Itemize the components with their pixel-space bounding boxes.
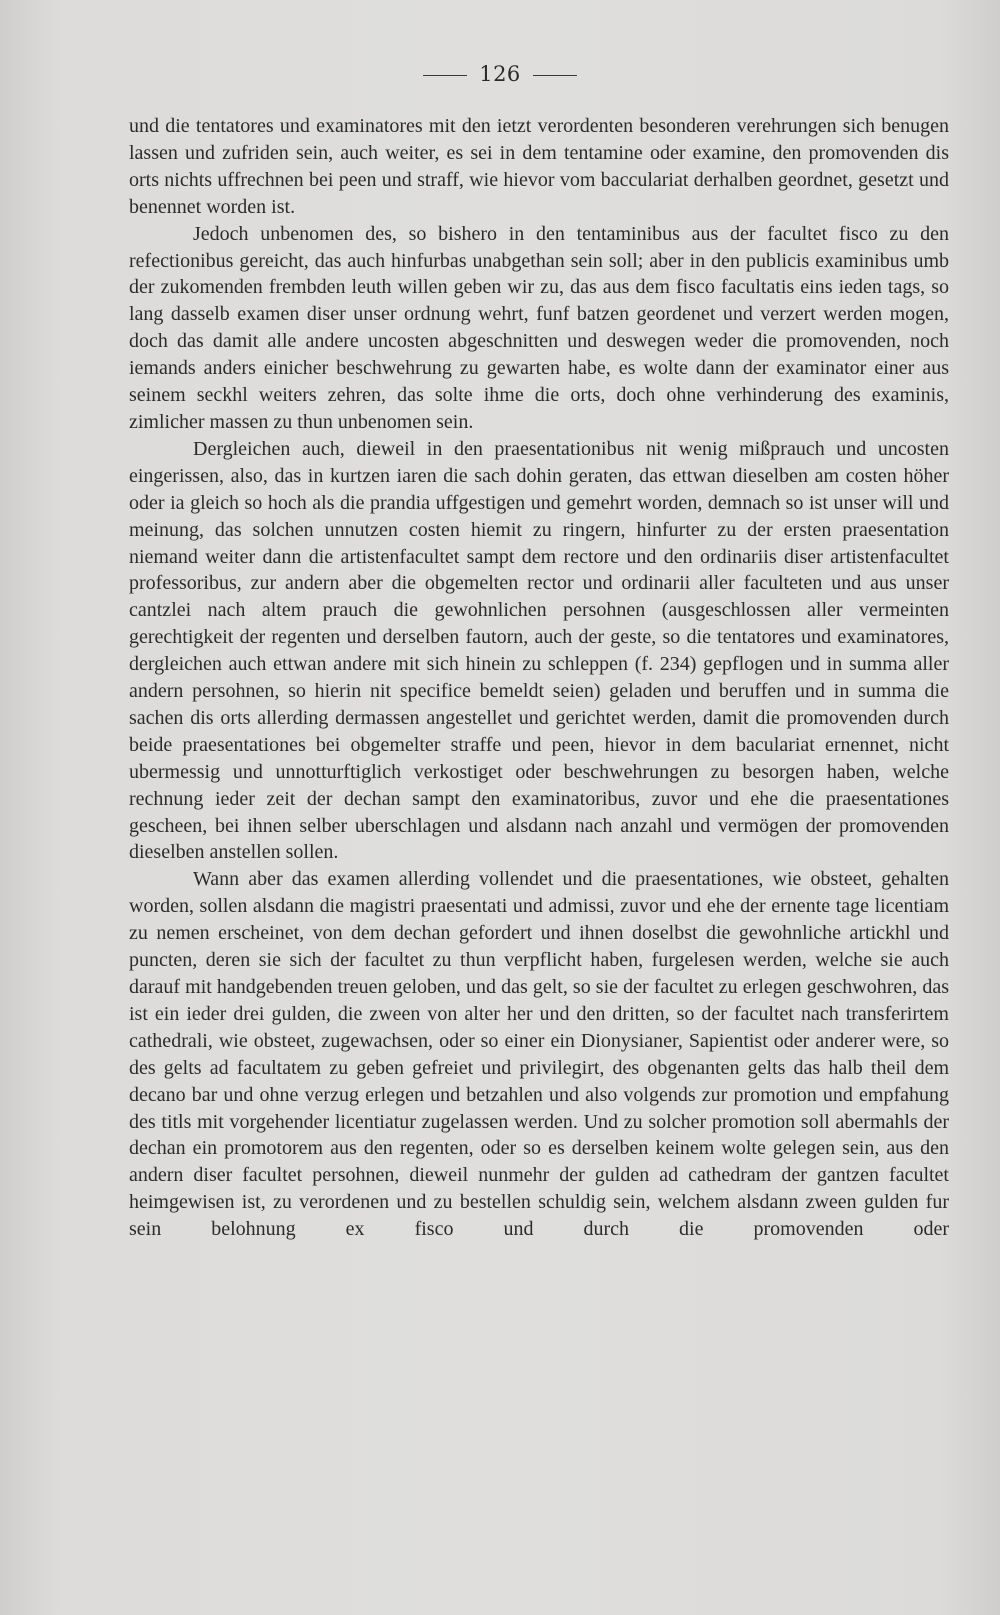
page-number: 126 [479, 62, 521, 86]
page-body [129, 113, 949, 1243]
paragraph-1: und die tentatores und examinatores mit den ietzt verordenten besonderen verehrungen sich benugen lassen und zufriden sein, auch weiter, es sei in dem tentamine oder examine, den promovenden dis orts nichts uffrechnen bei peen und straff, wie hievor vom bacculariat derhalben geordnet, gesetzt und benennet worden ist. [129, 115, 949, 218]
page-header [0, 62, 1000, 86]
paragraph-4: Wann aber das examen allerding vollendet und die praesentationes, wie obsteet, gehalten worden, sollen alsdann die magistri praesentati und admissi, zuvor und ehe der ernente tage licentiam zu nemen erscheinet, von dem dechan gefordert und ihnen doselbst die gewohnliche artickhl und puncten, deren sie sich der facultet zu thun verpflicht haben, furgelesen werden, welche sie auch darauf mit handgebenden treuen geloben, und das gelt, so sie der facultet zu erlegen geschwohren, das ist ein ieder drei gulden, die zween von alter her und den dritten, so der facultet nach transferirtem cathedrali, wie obsteet, zugewachsen, oder so einer ein Dionysianer, Sapientist oder anderer were, so des gelts ad facultatem zu geben gefreiet und privilegirt, des obgenanten gelts das halb theil dem decano bar und ohne verzug erlegen und betzahlen und also volgends zur promotion und empfahung des titls mit vorgehender licentiatur zugelassen werden. Und zu solcher promotion soll abermahls der dechan ein promotorem aus den regenten, oder so es derselben keinem wolte gelegen sein, aus den andern diser facultet persohnen, dieweil nunmehr der gulden ad cathedram der gantzen facultet heimgewisen ist, zu verordenen und zu bestellen schuldig sein, welchem alsdann zween gulden fur sein belohnung ex fisco und durch die promovenden oder [129, 868, 949, 1241]
paragraph-2: Jedoch unbenomen des, so bishero in den tentaminibus aus der facultet fisco zu den refectionibus gereicht, das auch hinfurbas unabgethan sein soll; aber in den publicis examinibus umb der zukomenden frembden leuth willen geben wir zu, das aus dem fisco facultatis eins ieden tags, so lang dasselb examen diser unser ordnung wehrt, funf batzen geordenet und verzert werden mogen, doch das damit alle andere uncosten abgeschnitten und deswegen weder die promovenden, noch iemands anders einicher beschwehrung zu gewarten habe, es wolte dann der examinator einer aus seinem seckhl weiters zehren, das solte ihme die orts, doch ohne verhinderung des examinis, zimlicher massen zu thun unbenomen sein. [129, 222, 949, 433]
header-dash-left [423, 75, 467, 76]
paragraph-3: Dergleichen auch, dieweil in den praesentationibus nit wenig mißprauch und uncosten eingerissen, also, das in kurtzen iaren die sach dohin geraten, das ettwan dieselben am costen höher oder ia gleich so hoch als die prandia uffgestigen und gemehrt worden, demnach so ist unser will und meinung, das solchen unnutzen costen hiemit zu ringern, hinfurter zu der ersten praesentation niemand weiter dann die artistenfacultet sampt dem rectore und den ordinariis diser artistenfacultet professoribus, zur andern aber die obgemelten rector und ordinarii aller faculteten und aus unser cantzlei nach altem prauch die gewohnlichen persohnen (ausgeschlossen aller vermeinten gerechtigkeit der regenten und derselben fautorn, auch der geste, so die tentatores und examinatores, dergleichen auch ettwan andere mit sich hinein zu schleppen (f. 234) gepflogen und in summa aller andern persohnen, so hierin nit specifice bemeldt seien) geladen und beruffen und in summa die sachen dis orts allerding dermassen angestellet und gerichtet werden, damit die promovenden durch beide praesentationes bei obgemelter straffe und peen, hievor in dem baculariat ernennet, nicht ubermessig und unnotturftiglich verkostiget oder beschwehrungen zu besorgen haben, welche rechnung ieder zeit der dechan sampt den examinatoribus, zuvor und ehe die praesentationes gescheen, bei ihnen selber uberschlagen und alsdann nach anzahl und vermögen der promovenden dieselben anstellen sollen. [129, 437, 949, 864]
header-dash-right [533, 75, 577, 76]
